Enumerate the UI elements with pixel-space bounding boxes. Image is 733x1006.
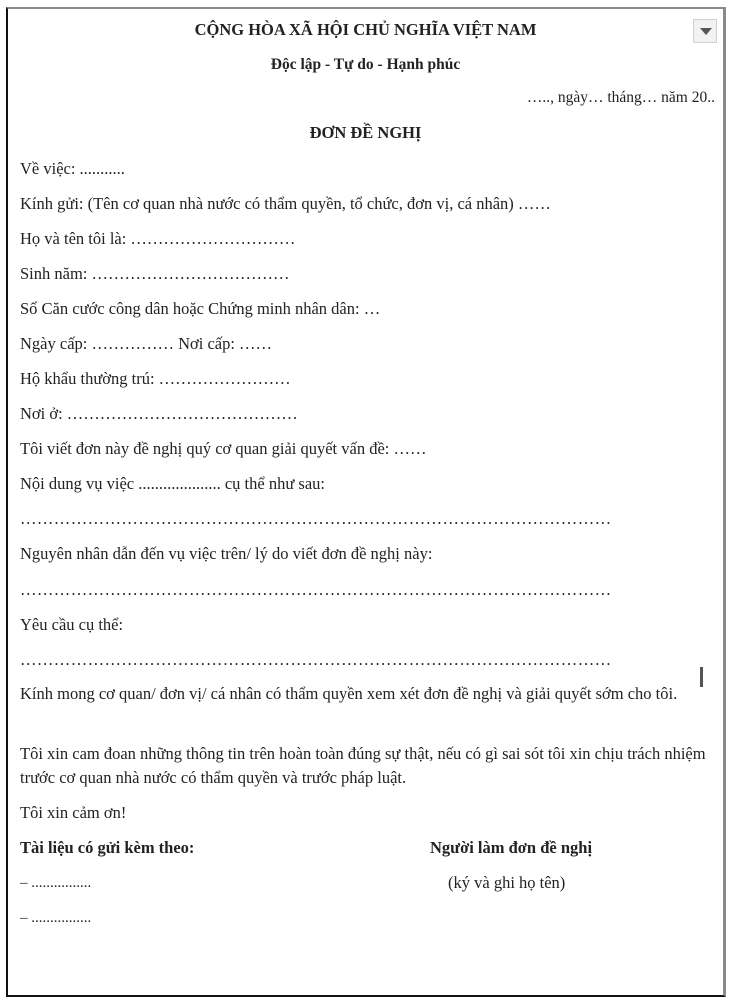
- permanent-residence-field[interactable]: Hộ khẩu thường trú: ……………………: [20, 369, 291, 388]
- attachments-label: Tài liệu có gửi kèm theo:: [20, 838, 195, 857]
- issue-date-place-field[interactable]: Ngày cấp: …………… Nơi cấp: ……: [20, 334, 273, 353]
- reason-dots-field[interactable]: ……………………………………………………………………………………………: [20, 580, 612, 599]
- signature-label: Người làm đơn đề nghị: [430, 838, 593, 857]
- date-line: ….., ngày… tháng… năm 20..: [526, 89, 715, 106]
- signature-note: (ký và ghi họ tên): [448, 873, 566, 892]
- specific-request-dots-field[interactable]: ……………………………………………………………………………………………: [20, 650, 612, 669]
- current-address-field[interactable]: Nơi ở: ……………………………………: [20, 404, 298, 423]
- attachment-item[interactable]: – ................: [20, 875, 92, 891]
- request-issue-field[interactable]: Tôi viết đơn này đề nghị quý cơ quan giải quyết vấn đề: ……: [20, 439, 427, 458]
- motto: Độc lập - Tự do - Hạnh phúc: [270, 56, 461, 73]
- dropdown-button[interactable]: [693, 19, 717, 43]
- document-title: ĐƠN ĐỀ NGHỊ: [309, 123, 422, 142]
- full-name-field[interactable]: Họ và tên tôi là: …………………………: [20, 229, 296, 248]
- subject-field[interactable]: Về việc: ...........: [20, 159, 125, 178]
- reason-label: Nguyên nhân dẫn đến vụ việc trên/ lý do viết đơn đề nghị này:: [20, 544, 433, 563]
- content-dots-field[interactable]: ……………………………………………………………………………………………: [20, 509, 612, 528]
- document-page: [6, 7, 726, 997]
- national-title: CỘNG HÒA XÃ HỘI CHỦ NGHĨA VIỆT NAM: [194, 20, 537, 39]
- commitment-paragraph: Tôi xin cam đoan những thông tin trên hoàn toàn đúng sự thật, nếu có gì sai sót tôi xin chịu trách nhiệm trước cơ quan nhà nước có thẩm quyền và trước pháp luật.: [20, 744, 706, 787]
- plea-paragraph: Kính mong cơ quan/ đơn vị/ cá nhân có thẩm quyền xem xét đơn đề nghị và giải quyết sớm cho tôi.: [20, 684, 678, 703]
- recipient-field[interactable]: Kính gửi: (Tên cơ quan nhà nước có thẩm quyền, tổ chức, đơn vị, cá nhân) ……: [20, 194, 551, 213]
- id-number-field[interactable]: Số Căn cước công dân hoặc Chứng minh nhân dân: …: [20, 299, 381, 318]
- birth-year-field[interactable]: Sinh năm: ………………………………: [20, 264, 290, 283]
- attachment-item[interactable]: – ................: [20, 910, 92, 926]
- triangle-down-icon: [700, 28, 712, 35]
- thanks-text: Tôi xin cảm ơn!: [20, 803, 127, 822]
- content-label: Nội dung vụ việc .................... cụ thể như sau:: [20, 474, 325, 493]
- specific-request-label: Yêu cầu cụ thể:: [20, 615, 124, 634]
